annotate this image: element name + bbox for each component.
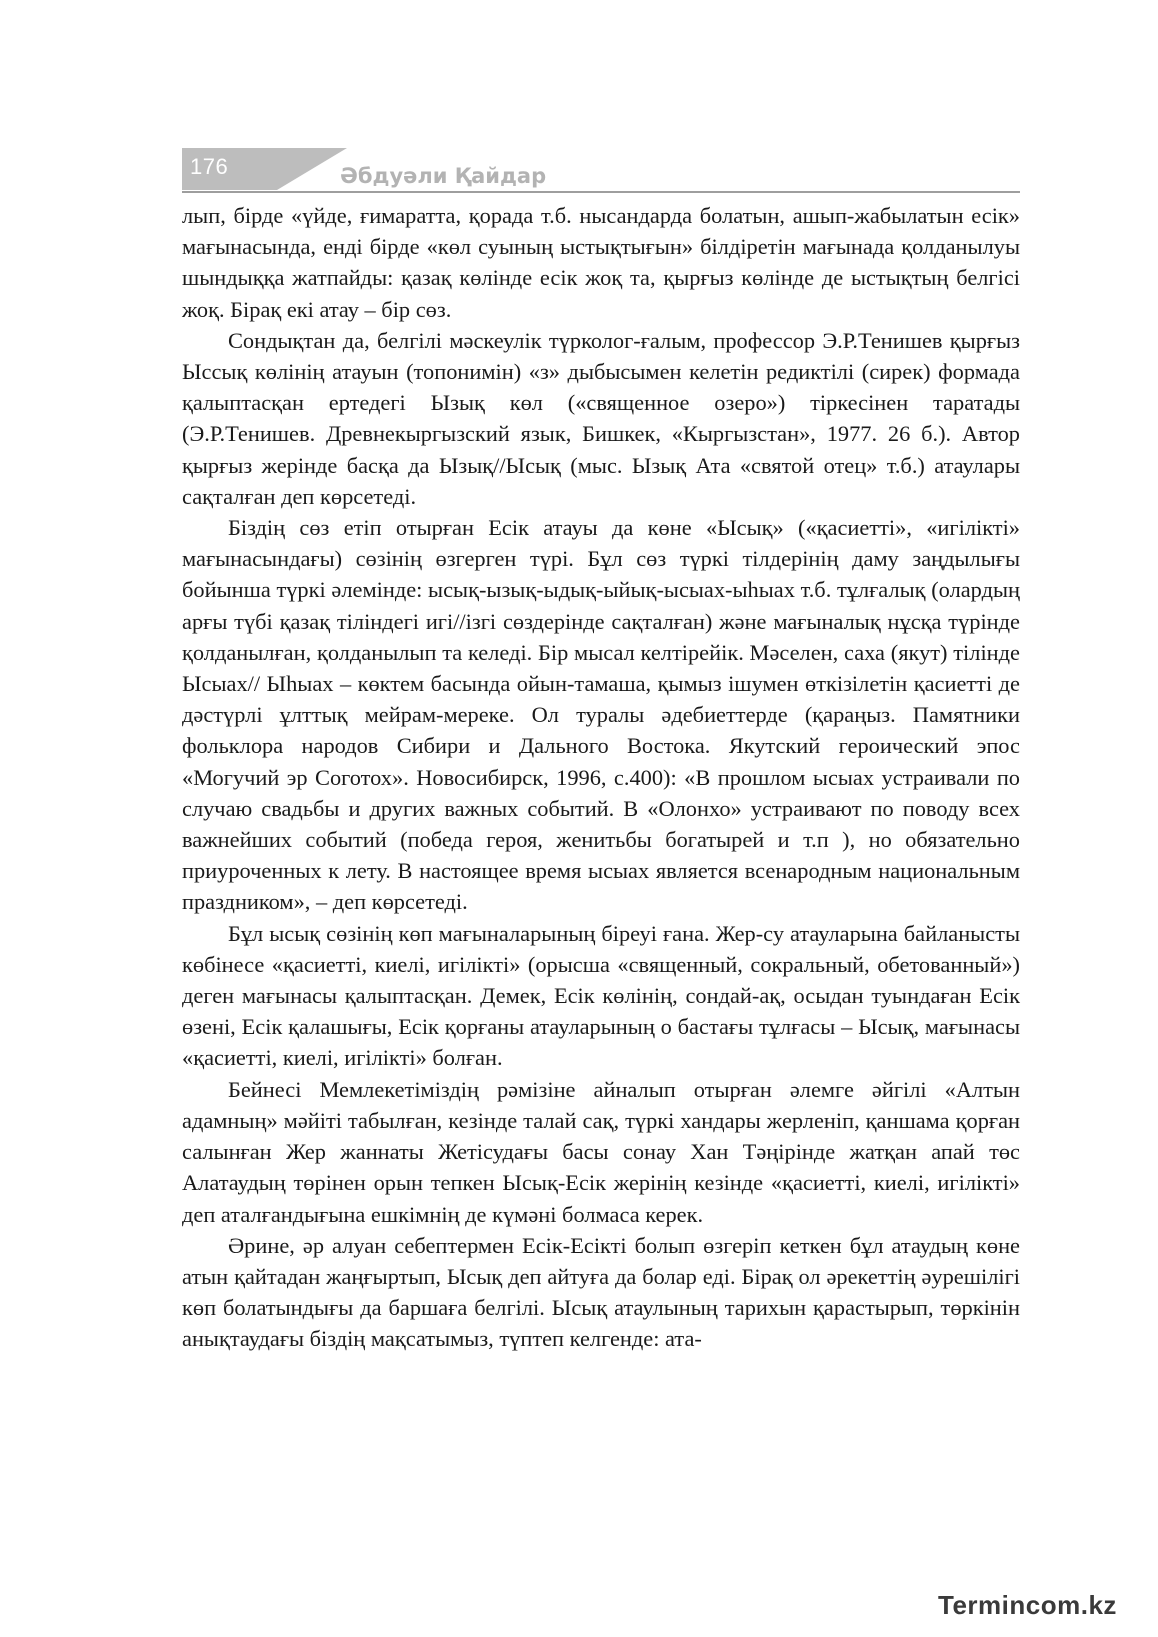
paragraph-2: Сондықтан да, белгілі мәскеулік түрколог-ғалым, профессор Э.Р.Тенишев қырғыз Ыссық көлінің атауын (топонимін) «з» дыбысымен келетін редиктілі (сирек) формада қалыптасқан ертедегі Ызық көл («священное озеро») тіркесінен таратады (Э.Р.Тенишев. Древнекыргызский язык, Бишкек, «Кыргызстан», 1977. 26 б.). Автор қырғыз жерінде басқа да Ызық//Ысық (мыс. Ызық Ата «святой отец» т.б.) атаулары сақталған деп көрсетеді. xyxy=(182,327,1020,509)
running-header-author: Әбдуәли Қайдар xyxy=(340,164,547,188)
paragraph-4: Бұл ысық сөзінің көп мағыналарының біреуі ғана. Жер-су атауларына байланысты көбінесе «қасиетті, киелі, игілікті» (орысша «священный, сокральный, обетованный») деген мағынасы қалыптасқан. Демек, Есік көлінің, сондай-ақ, осыдан туындаған Есік өзені, Есік қалашығы, Есік қорғаны атауларының о бастағы тұлғасы – Ысық, мағынасы «қасиетті, киелі, игілікті» болған. xyxy=(182,920,1020,1071)
paragraph-1: лып, бірде «үйде, ғимаратта, қорада т.б. нысандарда болатын, ашып-жабылатын есік» мағынасында, енді бірде «көл суының ыстықтығын» білдіретін мағынада қолданылуы шындыққа жатпайды: қазақ көлінде есік жоқ та, қырғыз көлінде де ыстықтың белгісі жоқ. Бірақ екі атау – бір сөз. xyxy=(182,203,1020,322)
page-number-tab-slope xyxy=(277,148,347,190)
paragraph-3: Біздің сөз етіп отырған Есік атауы да көне «Ысық» («қасиетті», «игілікті» мағынасындағы) сөзінің өзгерген түрі. Бұл сөз түркі тілдерінің даму заңдылығы бойынша түркі әлемінде: ысық-ызық-ыдық-ыйық-ысыах-ыhыах т.б. тұлғалық (олардың арғы түбі қазақ тіліндегі игі//ізгі сөздерінде сақталған) және мағыналық нұсқа түрінде қолданылған, қолданылып та келеді. Бір мысал келтірейік. Мәселен, саха (якут) тілінде Ысыах// Ыhыах – көктем басында ойын-тамаша, қымыз ішумен өткізілетін қасиетті де дәстүрлі ұлттық мейрам-мереке. Ол туралы әдебиеттерде (қараңыз. Памятники фольклора народов Сибири и Дального Востока. Якутский героический эпос «Могучий эр Соготох». Новосибирск, 1996, с.400): «В прошлом ысыах устраивали по случаю свадьбы и других важных событий. В «Олонхо» устраивают по поводу всех важнейших событий (победа героя, женитьбы богатырей и т.п ), но обязательно приуроченных к лету. В настоящее время ысыах является всенародным национальным праздником», – деп көрсетеді. xyxy=(182,515,1020,915)
paragraph-6: Әрине, әр алуан себептермен Есік-Есікті болып өзгеріп кеткен бұл атаудың көне атын қайтадан жаңғыртып, Ысық деп айтуға да болар еді. Бірақ ол әрекеттің әурешілігі көп болатындығы да баршаға белгілі. Ысық атаулының тарихын қарастырып, төркінін анықтаудағы біздің мақсатымыз, түптеп келгенде: ата- xyxy=(182,1232,1020,1352)
watermark-logo: Termincom.kz xyxy=(938,1590,1117,1620)
header-rule xyxy=(182,191,1020,193)
page-number: 176 xyxy=(190,154,229,179)
page-header xyxy=(182,148,1020,194)
paragraph-5: Бейнесі Мемлекетіміздің рәмізіне айналып отырған әлемге әйгілі «Алтын адамның» мәйіті табылған, кезінде талай сақ, түркі хандары жерленіп, қаншама қорған салынған Жер жаннаты Жетісудағы басы сонау Хан Тәңірінде жатқан апай төс Алатаудың төрінен орын тепкен Ысық-Есік жерінің кезінде «қасиетті, киелі, игілікті» деп аталғандығына ешкімнің де күмәні болмаса керек. xyxy=(182,1076,1020,1227)
body-text xyxy=(182,200,1020,1355)
